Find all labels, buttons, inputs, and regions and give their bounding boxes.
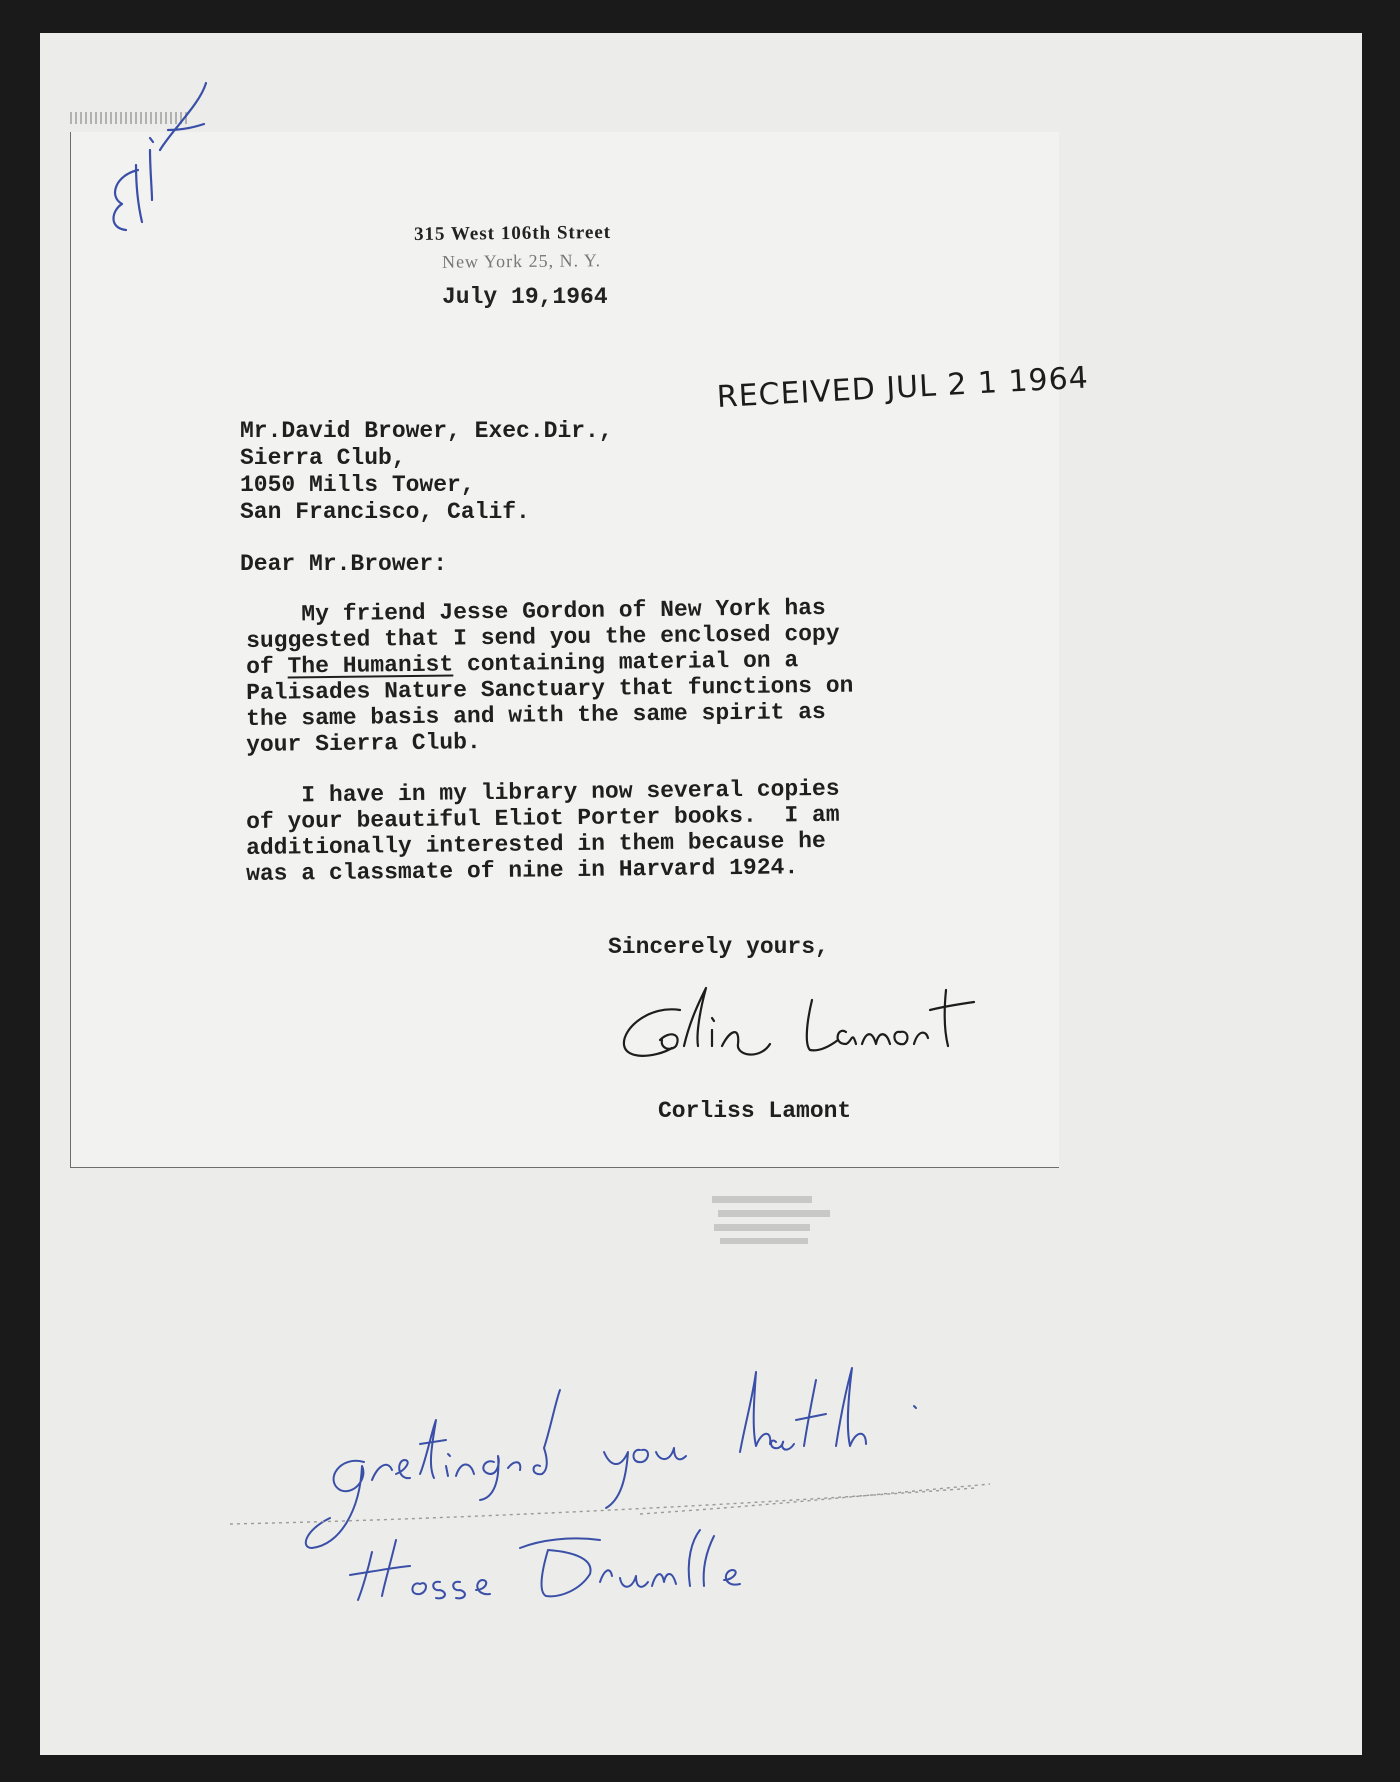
received-stamp: RECEIVED JUL 2 1 1964 [716,360,1090,415]
recipient-line: San Francisco, Calif. [240,499,530,525]
lamont-signature [624,988,974,1056]
letterhead-city: New York 25, N. Y. [441,250,602,272]
greeting-signature-handwriting [350,1530,740,1600]
corner-note-handwriting [114,83,207,230]
recipient-line: 1050 Mills Tower, [240,472,475,498]
recipient-line: Mr.David Brower, Exec.Dir., [240,418,613,444]
paragraph-line: additionally interested in them because he [245,827,826,861]
paragraph-line: My friend Jesse Gordon of New York has [245,594,826,628]
paragraph-line: the same basis and with the same spirit as [245,698,826,732]
paragraph-line: your Sierra Club. [245,729,481,758]
closing: Sincerely yours, [608,934,829,960]
text-segment: containing material on a [453,647,799,678]
typed-signature: Corliss Lamont [658,1098,852,1124]
paragraph-line: was a classmate of nine in Harvard 1924. [245,854,799,887]
paragraph-line: I have in my library now several copies [245,775,840,809]
paragraph-line: of your beautiful Eliot Porter books. I am [245,801,840,835]
faint-stamp-ghost [712,1196,830,1244]
paragraph-line: suggested that I send you the enclosed copy [245,620,840,654]
paragraph-line: Palisades Nature Sanctuary that functions on [245,672,854,706]
text-segment: of [245,653,288,680]
salutation: Dear Mr.Brower: [240,551,448,577]
recipient-line: Sierra Club, [240,445,406,471]
letterhead-street: 315 West 106th Street [413,221,612,246]
letter-date: July 19,1964 [442,284,608,310]
publication-title: The Humanist [287,651,454,680]
greeting-handwriting [306,1368,916,1548]
